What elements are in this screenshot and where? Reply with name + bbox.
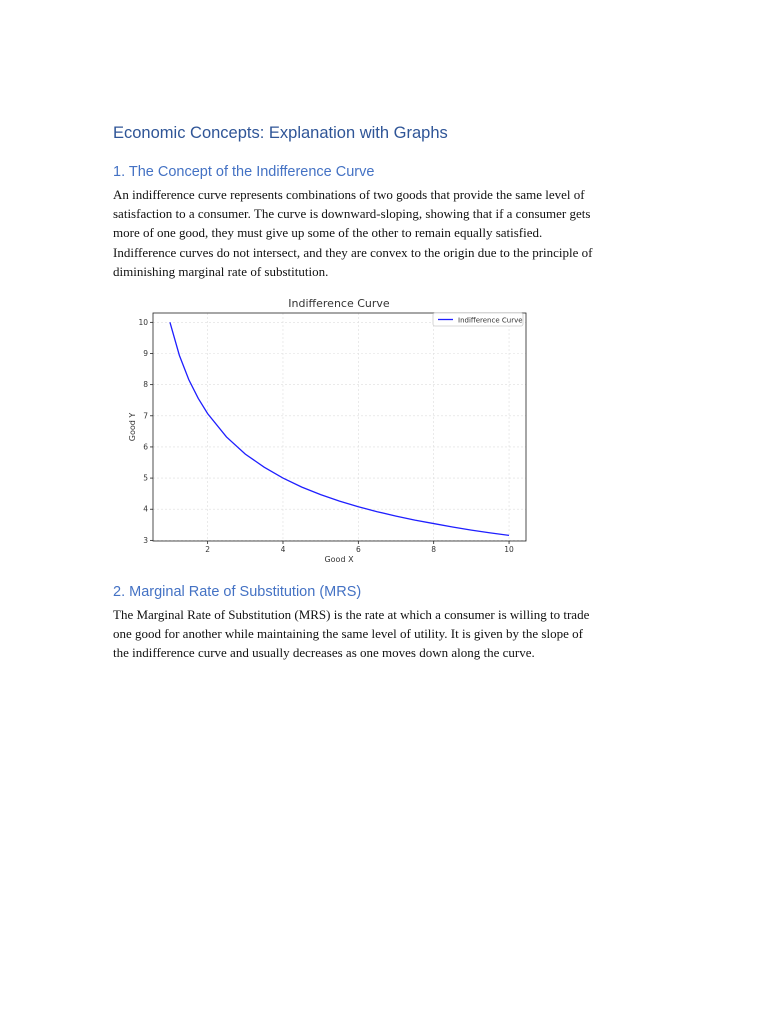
paragraph-line: The Marginal Rate of Substitution (MRS) is the rate at which a consumer is willing to trade: [113, 607, 590, 622]
y-tick-label: 7: [143, 411, 148, 421]
paragraph-line: satisfaction to a consumer. The curve is downward-sloping, showing that if a consumer gets: [113, 206, 591, 222]
x-tick-label: 10: [504, 545, 514, 554]
x-axis-label: Good X: [324, 555, 354, 564]
document-title: Economic Concepts: Explanation with Graphs: [113, 124, 448, 142]
y-axis-label: Good Y: [128, 412, 137, 442]
y-tick-label: 9: [143, 348, 148, 358]
paragraph-line: Indifference curves do not intersect, and they are convex to the origin due to the principle of: [113, 244, 593, 260]
chart-title: Indifference Curve: [288, 297, 390, 310]
y-tick-label: 6: [143, 442, 148, 452]
y-tick-label: 3: [143, 535, 148, 545]
paragraph-line: more of one good, they must give up some of the other to remain equally satisfied.: [113, 225, 543, 241]
paragraph-line: An indifference curve represents combinations of two goods that provide the same level of: [113, 187, 585, 202]
x-tick-label: 8: [431, 545, 437, 554]
paragraph-line: diminishing marginal rate of substitution.: [113, 263, 329, 279]
y-tick-label: 5: [143, 473, 148, 483]
indifference-curve-chart: [113, 288, 533, 570]
paragraph-line: the indifference curve and usually decreases as one moves down along the curve.: [113, 645, 535, 661]
indifference-curve-paragraph: [113, 185, 661, 281]
mrs-paragraph: [113, 605, 661, 663]
section-heading-mrs: 2. Marginal Rate of Substitution (MRS): [113, 584, 362, 600]
legend-label: Indifference Curve: [458, 316, 523, 325]
paragraph-line: one good for another while maintaining the same level of utility. It is given by the slope of: [113, 626, 583, 642]
y-tick-label: 8: [143, 380, 148, 390]
x-tick-label: 6: [355, 545, 361, 554]
x-tick-label: 2: [205, 545, 211, 554]
chart-legend: [433, 313, 523, 326]
y-tick-label: 10: [138, 317, 148, 327]
indifference-curve-figure: [113, 288, 533, 570]
x-tick-label: 4: [280, 545, 286, 554]
y-tick-label: 4: [143, 504, 148, 514]
section-heading-indifference-curve: 1. The Concept of the Indifference Curve: [113, 164, 375, 180]
